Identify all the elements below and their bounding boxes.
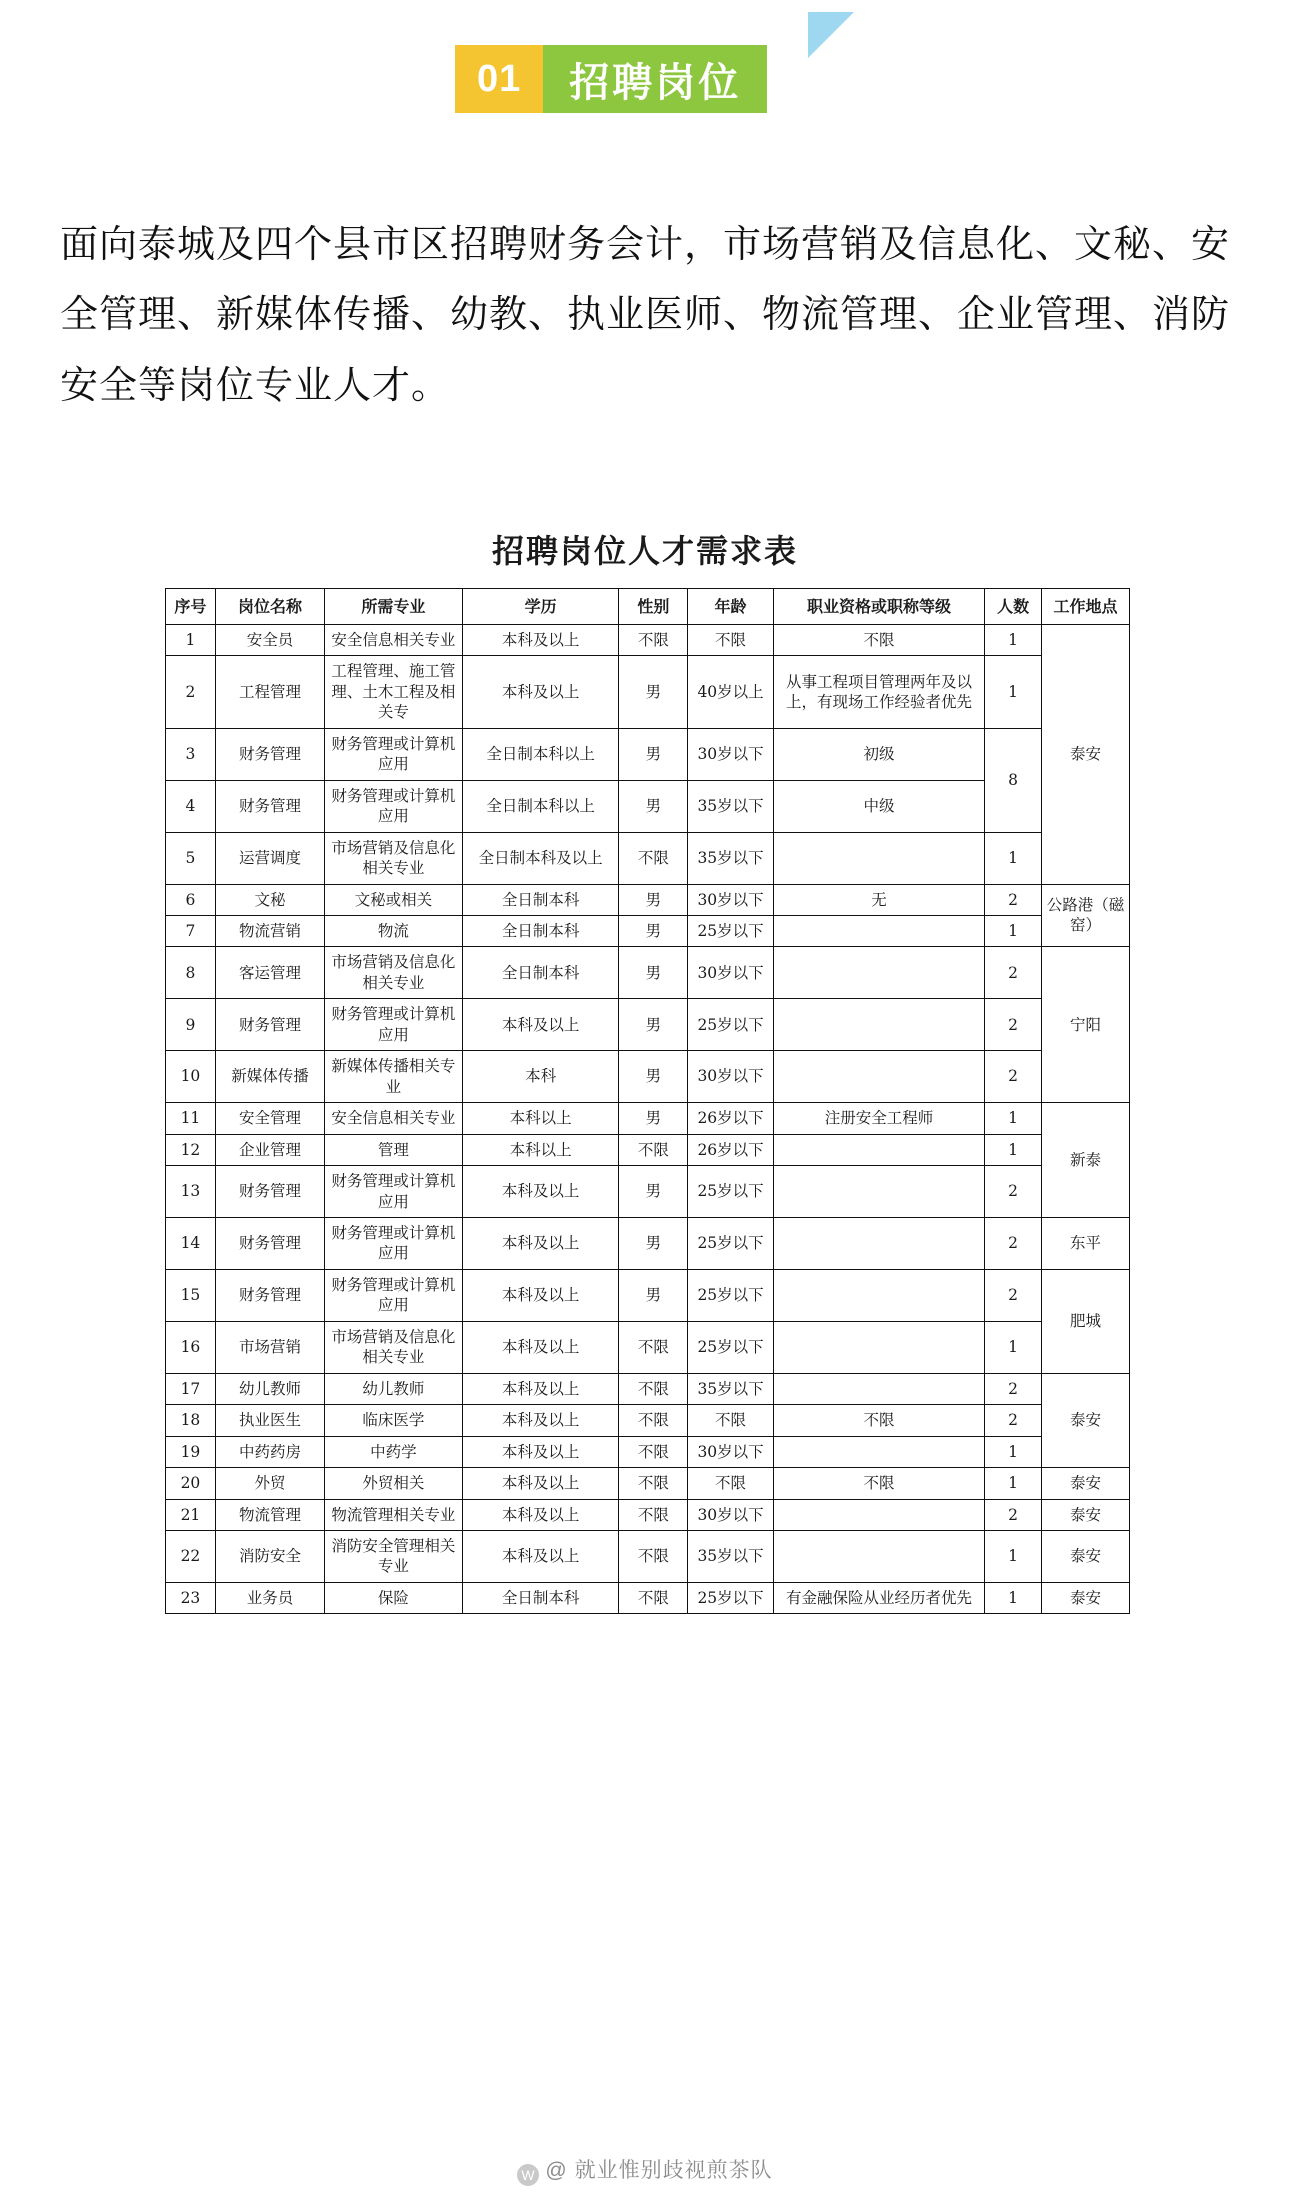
cell-number: 1 bbox=[985, 656, 1042, 728]
cell-edu: 本科及以上 bbox=[462, 1373, 619, 1404]
cell-sex: 不限 bbox=[619, 1582, 688, 1613]
cell-edu: 本科及以上 bbox=[462, 1468, 619, 1499]
table-row bbox=[166, 625, 1130, 656]
cell-post: 物流管理 bbox=[215, 1499, 324, 1530]
cell-number: 1 bbox=[985, 915, 1042, 946]
cell-sex: 男 bbox=[619, 656, 688, 728]
cell-age: 26岁以下 bbox=[688, 1103, 773, 1134]
cell-index: 17 bbox=[166, 1373, 216, 1404]
cell-edu: 本科及以上 bbox=[462, 1436, 619, 1467]
cell-post: 企业管理 bbox=[215, 1134, 324, 1165]
cell-post: 财务管理 bbox=[215, 1166, 324, 1218]
cell-post: 消防安全 bbox=[215, 1530, 324, 1582]
cell-index: 20 bbox=[166, 1468, 216, 1499]
cell-cert bbox=[773, 999, 984, 1051]
cell-sex: 男 bbox=[619, 1217, 688, 1269]
cell-major: 新媒体传播相关专业 bbox=[325, 1051, 463, 1103]
cell-index: 21 bbox=[166, 1499, 216, 1530]
cell-index: 3 bbox=[166, 728, 216, 780]
cell-age: 25岁以下 bbox=[688, 1321, 773, 1373]
cell-sex: 男 bbox=[619, 915, 688, 946]
table-row bbox=[166, 999, 1130, 1051]
table-row bbox=[166, 728, 1130, 780]
cell-edu: 本科及以上 bbox=[462, 1321, 619, 1373]
cell-cert bbox=[773, 915, 984, 946]
cell-cert bbox=[773, 1373, 984, 1404]
cell-age: 35岁以下 bbox=[688, 780, 773, 832]
cell-index: 8 bbox=[166, 947, 216, 999]
cell-age: 30岁以下 bbox=[688, 1051, 773, 1103]
cell-cert bbox=[773, 1436, 984, 1467]
cell-age: 26岁以下 bbox=[688, 1134, 773, 1165]
col-header-edu: 学历 bbox=[462, 588, 619, 624]
cell-post: 财务管理 bbox=[215, 999, 324, 1051]
cell-sex: 男 bbox=[619, 1166, 688, 1218]
col-header-sex: 性别 bbox=[619, 588, 688, 624]
cell-edu: 全日制本科以上 bbox=[462, 728, 619, 780]
cell-major: 临床医学 bbox=[325, 1405, 463, 1436]
cell-edu: 本科 bbox=[462, 1051, 619, 1103]
cell-cert bbox=[773, 1134, 984, 1165]
cell-post: 安全员 bbox=[215, 625, 324, 656]
cell-number: 1 bbox=[985, 1582, 1042, 1613]
cell-number: 1 bbox=[985, 1321, 1042, 1373]
cell-sex: 不限 bbox=[619, 1436, 688, 1467]
cell-edu: 全日制本科 bbox=[462, 884, 619, 915]
cell-age: 不限 bbox=[688, 1405, 773, 1436]
cell-cert bbox=[773, 1321, 984, 1373]
cell-index: 2 bbox=[166, 656, 216, 728]
table-row bbox=[166, 832, 1130, 884]
cell-post: 幼儿教师 bbox=[215, 1373, 324, 1404]
cell-cert: 不限 bbox=[773, 625, 984, 656]
cell-cert: 初级 bbox=[773, 728, 984, 780]
cell-cert bbox=[773, 1051, 984, 1103]
cell-post: 客运管理 bbox=[215, 947, 324, 999]
cell-cert: 不限 bbox=[773, 1405, 984, 1436]
table-row bbox=[166, 1166, 1130, 1218]
cell-cert bbox=[773, 1217, 984, 1269]
cell-age: 不限 bbox=[688, 625, 773, 656]
cell-edu: 本科以上 bbox=[462, 1134, 619, 1165]
col-header-post: 岗位名称 bbox=[215, 588, 324, 624]
table-row bbox=[166, 656, 1130, 728]
cell-index: 14 bbox=[166, 1217, 216, 1269]
cell-cert: 从事工程项目管理两年及以上，有现场工作经验者优先 bbox=[773, 656, 984, 728]
watermark-text: @ 就业惟别歧视煎茶队 bbox=[545, 2159, 773, 2182]
cell-sex: 不限 bbox=[619, 625, 688, 656]
cell-edu: 全日制本科 bbox=[462, 947, 619, 999]
cell-cert bbox=[773, 947, 984, 999]
cell-index: 18 bbox=[166, 1405, 216, 1436]
cell-index: 1 bbox=[166, 625, 216, 656]
cell-cert: 有金融保险从业经历者优先 bbox=[773, 1582, 984, 1613]
cell-major: 财务管理或计算机应用 bbox=[325, 1269, 463, 1321]
page-header bbox=[0, 0, 1290, 150]
cell-edu: 本科及以上 bbox=[462, 1269, 619, 1321]
corner-triangle-icon bbox=[808, 12, 854, 58]
col-header-cert: 职业资格或职称等级 bbox=[773, 588, 984, 624]
cell-cert: 不限 bbox=[773, 1468, 984, 1499]
cell-major: 消防安全管理相关专业 bbox=[325, 1530, 463, 1582]
cell-age: 25岁以下 bbox=[688, 999, 773, 1051]
table-row bbox=[166, 1217, 1130, 1269]
cell-number: 1 bbox=[985, 1468, 1042, 1499]
cell-location: 泰安 bbox=[1042, 1582, 1130, 1613]
cell-edu: 全日制本科及以上 bbox=[462, 832, 619, 884]
cell-sex: 不限 bbox=[619, 1530, 688, 1582]
col-header-location: 工作地点 bbox=[1042, 588, 1130, 624]
cell-major: 财务管理或计算机应用 bbox=[325, 1166, 463, 1218]
cell-major: 文秘或相关 bbox=[325, 884, 463, 915]
cell-major: 幼儿教师 bbox=[325, 1373, 463, 1404]
cell-major: 物流 bbox=[325, 915, 463, 946]
cell-number: 1 bbox=[985, 1134, 1042, 1165]
cell-number: 1 bbox=[985, 832, 1042, 884]
cell-edu: 全日制本科 bbox=[462, 915, 619, 946]
table-row bbox=[166, 1321, 1130, 1373]
cell-post: 财务管理 bbox=[215, 1269, 324, 1321]
cell-number: 2 bbox=[985, 1405, 1042, 1436]
cell-cert: 无 bbox=[773, 884, 984, 915]
cell-edu: 本科及以上 bbox=[462, 1217, 619, 1269]
cell-location: 泰安 bbox=[1042, 625, 1130, 885]
table-row bbox=[166, 884, 1130, 915]
cell-index: 12 bbox=[166, 1134, 216, 1165]
cell-index: 19 bbox=[166, 1436, 216, 1467]
cell-location: 公路港（磁窑） bbox=[1042, 884, 1130, 947]
cell-cert bbox=[773, 1530, 984, 1582]
cell-number: 2 bbox=[985, 1499, 1042, 1530]
cell-age: 30岁以下 bbox=[688, 1499, 773, 1530]
cell-sex: 男 bbox=[619, 999, 688, 1051]
cell-major: 财务管理或计算机应用 bbox=[325, 999, 463, 1051]
cell-edu: 本科及以上 bbox=[462, 999, 619, 1051]
cell-edu: 全日制本科 bbox=[462, 1582, 619, 1613]
cell-sex: 男 bbox=[619, 884, 688, 915]
cell-major: 市场营销及信息化相关专业 bbox=[325, 947, 463, 999]
cell-location: 泰安 bbox=[1042, 1499, 1130, 1530]
cell-post: 工程管理 bbox=[215, 656, 324, 728]
cell-edu: 本科及以上 bbox=[462, 1405, 619, 1436]
col-header-index: 序号 bbox=[166, 588, 216, 624]
cell-major: 财务管理或计算机应用 bbox=[325, 780, 463, 832]
cell-number: 2 bbox=[985, 884, 1042, 915]
table-row bbox=[166, 1499, 1130, 1530]
table-row bbox=[166, 915, 1130, 946]
cell-post: 物流营销 bbox=[215, 915, 324, 946]
cell-sex: 不限 bbox=[619, 832, 688, 884]
cell-edu: 本科及以上 bbox=[462, 1166, 619, 1218]
cell-edu: 本科及以上 bbox=[462, 625, 619, 656]
cell-index: 22 bbox=[166, 1530, 216, 1582]
cell-age: 25岁以下 bbox=[688, 915, 773, 946]
cell-major: 市场营销及信息化相关专业 bbox=[325, 832, 463, 884]
cell-number: 2 bbox=[985, 947, 1042, 999]
cell-post: 财务管理 bbox=[215, 728, 324, 780]
cell-major: 工程管理、施工管理、土木工程及相关专 bbox=[325, 656, 463, 728]
cell-post: 市场营销 bbox=[215, 1321, 324, 1373]
cell-age: 25岁以下 bbox=[688, 1269, 773, 1321]
cell-post: 执业医生 bbox=[215, 1405, 324, 1436]
cell-location: 东平 bbox=[1042, 1217, 1130, 1269]
cell-post: 安全管理 bbox=[215, 1103, 324, 1134]
cell-cert bbox=[773, 832, 984, 884]
cell-sex: 男 bbox=[619, 780, 688, 832]
cell-index: 6 bbox=[166, 884, 216, 915]
cell-major: 安全信息相关专业 bbox=[325, 625, 463, 656]
cell-number: 1 bbox=[985, 1436, 1042, 1467]
cell-location: 肥城 bbox=[1042, 1269, 1130, 1373]
cell-location: 新泰 bbox=[1042, 1103, 1130, 1218]
table-row bbox=[166, 1269, 1130, 1321]
cell-index: 7 bbox=[166, 915, 216, 946]
table-row bbox=[166, 1436, 1130, 1467]
cell-sex: 男 bbox=[619, 728, 688, 780]
jobs-table-wrapper bbox=[165, 588, 1130, 1614]
cell-age: 30岁以下 bbox=[688, 884, 773, 915]
cell-age: 25岁以下 bbox=[688, 1582, 773, 1613]
cell-age: 35岁以下 bbox=[688, 1530, 773, 1582]
cell-age: 30岁以下 bbox=[688, 1436, 773, 1467]
cell-major: 物流管理相关专业 bbox=[325, 1499, 463, 1530]
cell-post: 财务管理 bbox=[215, 1217, 324, 1269]
cell-major: 财务管理或计算机应用 bbox=[325, 1217, 463, 1269]
cell-major: 中药学 bbox=[325, 1436, 463, 1467]
weibo-icon: W bbox=[517, 2164, 539, 2186]
cell-location: 宁阳 bbox=[1042, 947, 1130, 1103]
cell-edu: 本科及以上 bbox=[462, 1499, 619, 1530]
cell-edu: 本科及以上 bbox=[462, 1530, 619, 1582]
cell-index: 16 bbox=[166, 1321, 216, 1373]
cell-index: 11 bbox=[166, 1103, 216, 1134]
jobs-table bbox=[165, 588, 1130, 1614]
table-row bbox=[166, 1468, 1130, 1499]
cell-sex: 不限 bbox=[619, 1373, 688, 1404]
cell-age: 30岁以下 bbox=[688, 728, 773, 780]
cell-post: 业务员 bbox=[215, 1582, 324, 1613]
cell-number: 8 bbox=[985, 728, 1042, 832]
cell-edu: 本科以上 bbox=[462, 1103, 619, 1134]
cell-index: 5 bbox=[166, 832, 216, 884]
cell-edu: 全日制本科以上 bbox=[462, 780, 619, 832]
cell-age: 25岁以下 bbox=[688, 1217, 773, 1269]
cell-cert: 注册安全工程师 bbox=[773, 1103, 984, 1134]
cell-sex: 不限 bbox=[619, 1405, 688, 1436]
cell-location: 泰安 bbox=[1042, 1468, 1130, 1499]
cell-number: 1 bbox=[985, 1530, 1042, 1582]
table-header-row bbox=[166, 588, 1130, 624]
cell-post: 财务管理 bbox=[215, 780, 324, 832]
cell-major: 安全信息相关专业 bbox=[325, 1103, 463, 1134]
cell-sex: 不限 bbox=[619, 1468, 688, 1499]
cell-age: 25岁以下 bbox=[688, 1166, 773, 1218]
section-title: 招聘岗位 bbox=[543, 45, 767, 113]
cell-sex: 不限 bbox=[619, 1134, 688, 1165]
table-row bbox=[166, 1582, 1130, 1613]
intro-paragraph: 面向泰城及四个县市区招聘财务会计，市场营销及信息化、文秘、安全管理、新媒体传播、幼教、执业医师、物流管理、企业管理、消防安全等岗位专业人才。 bbox=[60, 224, 1231, 407]
cell-index: 10 bbox=[166, 1051, 216, 1103]
cell-major: 管理 bbox=[325, 1134, 463, 1165]
cell-edu: 本科及以上 bbox=[462, 656, 619, 728]
cell-cert: 中级 bbox=[773, 780, 984, 832]
cell-post: 外贸 bbox=[215, 1468, 324, 1499]
table-row bbox=[166, 1051, 1130, 1103]
cell-number: 2 bbox=[985, 1373, 1042, 1404]
col-header-number: 人数 bbox=[985, 588, 1042, 624]
cell-number: 2 bbox=[985, 1269, 1042, 1321]
cell-index: 23 bbox=[166, 1582, 216, 1613]
cell-major: 保险 bbox=[325, 1582, 463, 1613]
cell-sex: 男 bbox=[619, 1051, 688, 1103]
footer-watermark bbox=[0, 2154, 1290, 2186]
cell-number: 2 bbox=[985, 999, 1042, 1051]
cell-index: 15 bbox=[166, 1269, 216, 1321]
table-row bbox=[166, 1134, 1130, 1165]
cell-cert bbox=[773, 1499, 984, 1530]
cell-number: 2 bbox=[985, 1166, 1042, 1218]
cell-major: 外贸相关 bbox=[325, 1468, 463, 1499]
table-row bbox=[166, 1103, 1130, 1134]
cell-sex: 男 bbox=[619, 947, 688, 999]
cell-cert bbox=[773, 1269, 984, 1321]
cell-location: 泰安 bbox=[1042, 1530, 1130, 1582]
cell-sex: 男 bbox=[619, 1103, 688, 1134]
cell-sex: 不限 bbox=[619, 1321, 688, 1373]
section-title-banner bbox=[455, 45, 767, 113]
cell-location: 泰安 bbox=[1042, 1373, 1130, 1467]
cell-major: 财务管理或计算机应用 bbox=[325, 728, 463, 780]
cell-post: 文秘 bbox=[215, 884, 324, 915]
cell-age: 30岁以下 bbox=[688, 947, 773, 999]
cell-age: 35岁以下 bbox=[688, 832, 773, 884]
cell-index: 13 bbox=[166, 1166, 216, 1218]
section-number: 01 bbox=[455, 45, 543, 113]
cell-sex: 不限 bbox=[619, 1499, 688, 1530]
col-header-age: 年龄 bbox=[688, 588, 773, 624]
cell-number: 2 bbox=[985, 1217, 1042, 1269]
table-row bbox=[166, 947, 1130, 999]
cell-age: 40岁以上 bbox=[688, 656, 773, 728]
cell-age: 35岁以下 bbox=[688, 1373, 773, 1404]
cell-post: 新媒体传播 bbox=[215, 1051, 324, 1103]
cell-index: 9 bbox=[166, 999, 216, 1051]
table-row bbox=[166, 1530, 1130, 1582]
cell-cert bbox=[773, 1166, 984, 1218]
cell-major: 市场营销及信息化相关专业 bbox=[325, 1321, 463, 1373]
cell-post: 中药药房 bbox=[215, 1436, 324, 1467]
table-title: 招聘岗位人才需求表 bbox=[491, 531, 798, 570]
table-row bbox=[166, 1405, 1130, 1436]
cell-age: 不限 bbox=[688, 1468, 773, 1499]
cell-number: 1 bbox=[985, 625, 1042, 656]
cell-post: 运营调度 bbox=[215, 832, 324, 884]
jobs-table-body bbox=[166, 625, 1130, 1614]
cell-sex: 男 bbox=[619, 1269, 688, 1321]
cell-number: 1 bbox=[985, 1103, 1042, 1134]
cell-index: 4 bbox=[166, 780, 216, 832]
cell-number: 2 bbox=[985, 1051, 1042, 1103]
col-header-major: 所需专业 bbox=[325, 588, 463, 624]
table-row bbox=[166, 1373, 1130, 1404]
